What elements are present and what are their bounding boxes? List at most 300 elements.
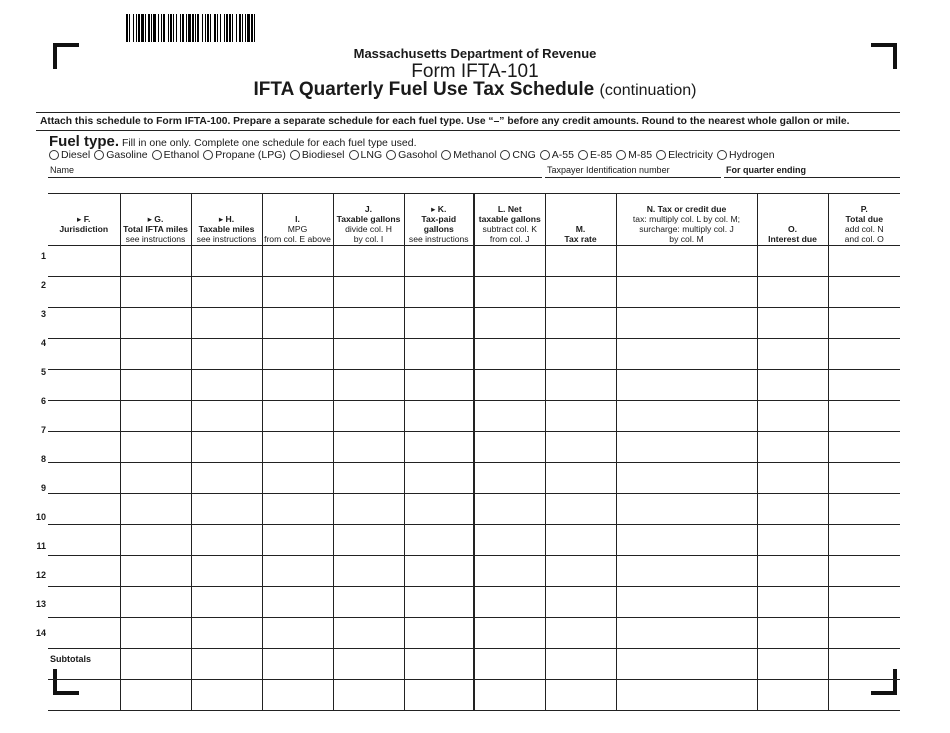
table-cell-input[interactable] xyxy=(262,556,333,587)
radio-button[interactable] xyxy=(616,150,626,160)
radio-button[interactable] xyxy=(94,150,104,160)
row-number: 14 xyxy=(35,628,46,638)
table-cell-input[interactable] xyxy=(828,463,900,494)
table-cell-input[interactable] xyxy=(333,494,404,525)
column-header-line: subtract col. K xyxy=(482,224,537,234)
column-header-line: Taxable gallons xyxy=(336,214,401,224)
table-header-row xyxy=(48,194,900,246)
table-cell-input[interactable] xyxy=(757,556,828,587)
row-number: 4 xyxy=(40,338,46,348)
row-number: 8 xyxy=(40,454,46,464)
table-cell-input[interactable] xyxy=(545,370,616,401)
column-header-line: tax: multiply col. L by col. M; xyxy=(632,214,741,224)
table-cell-input[interactable] xyxy=(404,432,474,463)
radio-button[interactable] xyxy=(578,150,588,160)
fuel-option-label: LNG xyxy=(360,149,383,161)
subtotal-cell-input[interactable] xyxy=(545,680,616,711)
table-cell-input[interactable] xyxy=(757,525,828,556)
table-cell-input[interactable] xyxy=(404,370,474,401)
table-cell-input[interactable] xyxy=(828,525,900,556)
fuel-option-ethanol[interactable] xyxy=(152,149,200,161)
column-header-line: divide col. H xyxy=(345,224,392,234)
column-header-line: Tax rate xyxy=(564,234,597,244)
radio-button[interactable] xyxy=(500,150,510,160)
fuel-option-gasoline[interactable] xyxy=(94,149,147,161)
column-header-line: P. xyxy=(860,204,868,214)
column-header-line: by col. M xyxy=(669,234,704,244)
table-cell-input[interactable] xyxy=(262,308,333,339)
table-cell-input[interactable] xyxy=(48,525,120,556)
table-row xyxy=(48,277,900,308)
table-cell-input[interactable] xyxy=(828,432,900,463)
table-cell-input[interactable] xyxy=(333,525,404,556)
row-number: 9 xyxy=(40,483,46,493)
table-cell-input[interactable] xyxy=(191,463,262,494)
radio-button[interactable] xyxy=(540,150,550,160)
tin-label: Taxpayer Identification number xyxy=(547,165,670,175)
column-header-line: Total IFTA miles xyxy=(123,224,188,234)
row-number: 6 xyxy=(40,396,46,406)
table-cell-input[interactable] xyxy=(120,494,191,525)
table-cell-input[interactable] xyxy=(48,494,120,525)
fuel-option-label: Gasohol xyxy=(398,149,438,161)
table-cell-input[interactable] xyxy=(828,308,900,339)
table-cell-input[interactable] xyxy=(120,649,191,680)
table-cell-input[interactable] xyxy=(474,277,545,308)
row-number: 3 xyxy=(40,309,46,319)
table-cell-input[interactable] xyxy=(616,556,757,587)
table-cell-input[interactable] xyxy=(757,432,828,463)
column-header-line: ▸ G. xyxy=(147,214,164,224)
radio-button[interactable] xyxy=(717,150,727,160)
table-row xyxy=(48,587,900,618)
table-cell-input[interactable] xyxy=(545,618,616,649)
table-cell-input[interactable] xyxy=(616,649,757,680)
table-cell-input[interactable] xyxy=(404,401,474,432)
fuel-option-label: Methanol xyxy=(453,149,497,161)
table-cell-input[interactable] xyxy=(404,339,474,370)
table-cell-input[interactable] xyxy=(333,370,404,401)
column-header-4 xyxy=(262,194,333,246)
fuel-option-biodiesel[interactable] xyxy=(290,149,345,161)
tin-field[interactable] xyxy=(545,177,721,178)
table-cell-input[interactable] xyxy=(333,339,404,370)
table-cell-input[interactable] xyxy=(474,432,545,463)
fuel-option-e-85[interactable] xyxy=(578,149,612,161)
table-cell-input[interactable] xyxy=(262,339,333,370)
table-cell-input[interactable] xyxy=(262,246,333,277)
table-cell-input[interactable] xyxy=(120,618,191,649)
table-cell-input[interactable] xyxy=(262,618,333,649)
fuel-option-label: Ethanol xyxy=(163,149,200,161)
table-cell-input[interactable] xyxy=(191,525,262,556)
table-cell-input[interactable] xyxy=(757,401,828,432)
fuel-option-electricity[interactable] xyxy=(656,149,713,161)
fuel-type-section xyxy=(49,133,417,150)
table-cell-input[interactable] xyxy=(262,649,333,680)
table-cell-input[interactable] xyxy=(474,246,545,277)
table-cell-input[interactable] xyxy=(120,556,191,587)
table-row xyxy=(48,370,900,401)
column-header-9 xyxy=(616,194,757,246)
quarter-ending-field[interactable] xyxy=(724,177,900,178)
table-cell-input[interactable] xyxy=(120,308,191,339)
radio-button[interactable] xyxy=(656,150,666,160)
column-header-line: from col. E above xyxy=(264,234,331,244)
table-cell-input[interactable] xyxy=(120,432,191,463)
table-cell-input[interactable] xyxy=(545,556,616,587)
column-header-line: from col. J xyxy=(489,234,530,244)
table-cell-input[interactable] xyxy=(48,463,120,494)
table-cell-input[interactable] xyxy=(757,246,828,277)
radio-button[interactable] xyxy=(49,150,59,160)
table-cell-input[interactable] xyxy=(191,432,262,463)
table-cell-input[interactable] xyxy=(48,587,120,618)
table-cell-input[interactable] xyxy=(545,587,616,618)
table-cell-input[interactable] xyxy=(474,401,545,432)
table-cell-input[interactable] xyxy=(120,246,191,277)
column-header-7 xyxy=(474,194,545,246)
fuel-option-cng[interactable] xyxy=(500,149,535,161)
subtotal-cell-input[interactable] xyxy=(404,680,474,711)
header-rule xyxy=(36,112,900,113)
column-header-line: surcharge: multiply col. J xyxy=(639,224,734,234)
column-header-line: ▸ F. xyxy=(77,214,91,224)
table-cell-input[interactable] xyxy=(828,618,900,649)
table-cell-input[interactable] xyxy=(545,277,616,308)
table-cell-input[interactable] xyxy=(616,494,757,525)
column-header-line: ▸ H. xyxy=(218,214,235,224)
table-cell-input[interactable] xyxy=(191,587,262,618)
table-cell-input[interactable] xyxy=(262,432,333,463)
column-header-8 xyxy=(545,194,616,246)
fuel-option-label: A-55 xyxy=(551,149,574,161)
table-cell-input[interactable] xyxy=(262,370,333,401)
subtotal-cell-input[interactable] xyxy=(828,680,900,711)
table-cell-input[interactable] xyxy=(757,618,828,649)
table-cell-input[interactable] xyxy=(333,649,404,680)
table-cell-input[interactable] xyxy=(262,277,333,308)
table-cell-input[interactable] xyxy=(120,463,191,494)
table-cell-input[interactable] xyxy=(474,587,545,618)
row-number: 13 xyxy=(35,599,46,609)
table-cell-input[interactable] xyxy=(191,618,262,649)
radio-button[interactable] xyxy=(386,150,396,160)
table-cell-input[interactable] xyxy=(828,556,900,587)
table-cell-input[interactable] xyxy=(757,277,828,308)
fuel-option-label: Hydrogen xyxy=(729,149,775,161)
table-row xyxy=(48,556,900,587)
table-cell-input[interactable] xyxy=(404,525,474,556)
row-number: 11 xyxy=(36,541,46,551)
fuel-option-hydrogen[interactable] xyxy=(717,149,775,161)
table-row xyxy=(48,401,900,432)
table-cell-input[interactable] xyxy=(404,618,474,649)
table-cell-input[interactable] xyxy=(616,587,757,618)
fuel-option-label: Biodiesel xyxy=(301,149,345,161)
column-header-line: L. Net xyxy=(497,204,522,214)
table-cell-input[interactable] xyxy=(262,587,333,618)
table-cell-input[interactable] xyxy=(474,463,545,494)
subtotal-cell-input[interactable] xyxy=(757,680,828,711)
table-row xyxy=(48,494,900,525)
column-header-line: O. xyxy=(787,224,798,234)
table-cell-input[interactable] xyxy=(828,246,900,277)
table-cell-input[interactable] xyxy=(48,308,120,339)
table-cell-input[interactable] xyxy=(474,308,545,339)
table-cell-input[interactable] xyxy=(616,525,757,556)
table-row xyxy=(48,308,900,339)
column-header-line: Interest due xyxy=(768,234,817,244)
table-cell-input[interactable] xyxy=(545,649,616,680)
column-header-10 xyxy=(757,194,828,246)
table-cell-input[interactable] xyxy=(616,277,757,308)
table-cell-input[interactable] xyxy=(757,339,828,370)
barcode-bar xyxy=(255,14,257,42)
table-cell-input[interactable] xyxy=(333,432,404,463)
table-cell-input[interactable] xyxy=(333,277,404,308)
subtotal-cell-input xyxy=(48,680,120,711)
table-cell-input[interactable] xyxy=(191,339,262,370)
table-cell-input[interactable] xyxy=(191,277,262,308)
subtotal-cell-input[interactable] xyxy=(474,680,545,711)
table-cell-input[interactable] xyxy=(262,401,333,432)
table-cell-input[interactable] xyxy=(191,401,262,432)
table-cell-input[interactable] xyxy=(404,277,474,308)
table-cell-input[interactable] xyxy=(333,308,404,339)
subtotal-cell-input[interactable] xyxy=(120,680,191,711)
table-cell-input[interactable] xyxy=(48,277,120,308)
fuel-option-label: Gasoline xyxy=(106,149,148,161)
column-header-line: see instructions xyxy=(125,234,186,244)
table-cell-input[interactable] xyxy=(828,339,900,370)
table-cell-input[interactable] xyxy=(120,370,191,401)
row-number: 5 xyxy=(40,367,46,377)
table-cell-input[interactable] xyxy=(545,463,616,494)
table-row xyxy=(48,525,900,556)
table-cell-input[interactable] xyxy=(404,494,474,525)
table-row xyxy=(48,649,900,680)
row-number: 2 xyxy=(40,280,46,290)
fuel-option-gasohol[interactable] xyxy=(386,149,437,161)
table-cell-input[interactable] xyxy=(262,494,333,525)
table-cell-input[interactable] xyxy=(828,370,900,401)
table-cell-input[interactable] xyxy=(828,494,900,525)
form-title-suffix: (continuation) xyxy=(599,82,697,99)
table-cell-input[interactable] xyxy=(757,463,828,494)
table-cell-input[interactable] xyxy=(404,463,474,494)
table-cell-input[interactable] xyxy=(474,525,545,556)
table-cell-input[interactable] xyxy=(191,556,262,587)
subtotal-cell-input[interactable] xyxy=(333,680,404,711)
fuel-type-note: Fill in one only. Complete one schedule for each fuel type used. xyxy=(121,137,417,149)
fuel-option-lng[interactable] xyxy=(349,149,383,161)
table-cell-input[interactable] xyxy=(616,463,757,494)
table-cell-input[interactable] xyxy=(404,308,474,339)
column-header-line: Taxable miles xyxy=(198,224,255,234)
column-header-line: Total due xyxy=(845,214,884,224)
column-header-1 xyxy=(48,194,120,246)
table-row xyxy=(48,339,900,370)
column-header-line: I. xyxy=(295,214,300,224)
fuel-type-options xyxy=(49,149,779,161)
radio-button[interactable] xyxy=(152,150,162,160)
barcode xyxy=(126,14,363,42)
table-row xyxy=(48,246,900,277)
table-cell-input[interactable] xyxy=(757,649,828,680)
column-header-line: ▸ K. xyxy=(431,204,447,214)
table-cell-input[interactable] xyxy=(545,246,616,277)
table-cell-input[interactable] xyxy=(404,556,474,587)
column-header-line: by col. I xyxy=(353,234,384,244)
fuel-option-methanol[interactable] xyxy=(441,149,496,161)
table-cell-input[interactable] xyxy=(191,308,262,339)
table-cell-input[interactable] xyxy=(828,649,900,680)
table-cell-input[interactable] xyxy=(545,525,616,556)
subtotals-row xyxy=(48,680,900,711)
table-cell-input[interactable] xyxy=(404,587,474,618)
column-header-5 xyxy=(333,194,404,246)
table-cell-input[interactable] xyxy=(191,649,262,680)
column-header-line: Tax-paid gallons xyxy=(421,214,457,234)
table-cell-input[interactable] xyxy=(616,432,757,463)
fuel-option-a-55[interactable] xyxy=(540,149,574,161)
column-header-line: M. xyxy=(575,224,586,234)
table-cell-input[interactable] xyxy=(333,556,404,587)
fuel-type-label: Fuel type. xyxy=(49,133,120,150)
row-number: 1 xyxy=(40,251,46,261)
column-header-6 xyxy=(404,194,474,246)
table-cell-input[interactable] xyxy=(545,339,616,370)
table-cell-input[interactable] xyxy=(616,339,757,370)
table-cell-input[interactable] xyxy=(48,432,120,463)
form-title-text: IFTA Quarterly Fuel Use Tax Schedule xyxy=(253,79,595,100)
table-cell-input[interactable] xyxy=(757,370,828,401)
column-header-11 xyxy=(828,194,900,246)
table-cell-input[interactable] xyxy=(333,618,404,649)
table-row xyxy=(48,618,900,649)
instructions-text: Attach this schedule to Form IFTA-100. Prepare a separate schedule for each fuel type. Use “–” before any credit amounts. Round to the nearest whole gallon or mile. xyxy=(40,116,850,127)
table-cell-input[interactable] xyxy=(191,370,262,401)
radio-button[interactable] xyxy=(349,150,359,160)
column-header-line: see instructions xyxy=(408,234,469,244)
table-row xyxy=(48,463,900,494)
subtotal-cell-input[interactable] xyxy=(262,680,333,711)
column-header-line: add col. N xyxy=(844,224,884,234)
fuel-option-label: CNG xyxy=(512,149,536,161)
table-cell-input[interactable] xyxy=(616,401,757,432)
table-cell-input[interactable] xyxy=(616,308,757,339)
table-cell-input[interactable] xyxy=(474,618,545,649)
table-cell-input[interactable] xyxy=(120,339,191,370)
table-cell-input[interactable] xyxy=(474,556,545,587)
table-cell-input[interactable] xyxy=(262,525,333,556)
column-header-line: N. Tax or credit due xyxy=(646,204,727,214)
schedule-table xyxy=(48,193,900,711)
table-cell-input[interactable] xyxy=(120,587,191,618)
form-number: Form IFTA-101 xyxy=(411,61,539,82)
fuel-option-label: Electricity xyxy=(668,149,714,161)
table-cell-input[interactable] xyxy=(828,277,900,308)
table-cell-input[interactable] xyxy=(616,246,757,277)
fuel-option-label: M-85 xyxy=(628,149,653,161)
table-cell-input[interactable] xyxy=(545,494,616,525)
row-number: 7 xyxy=(40,425,46,435)
form-title xyxy=(0,79,950,101)
table-row xyxy=(48,432,900,463)
fuel-option-label: E-85 xyxy=(589,149,613,161)
table-cell-input[interactable] xyxy=(191,494,262,525)
fuel-option-m-85[interactable] xyxy=(616,149,652,161)
table-cell-input[interactable] xyxy=(757,494,828,525)
table-cell-input[interactable] xyxy=(828,587,900,618)
table-cell-input[interactable] xyxy=(48,339,120,370)
column-header-line: J. xyxy=(364,204,373,214)
subtotals-label: Subtotals xyxy=(50,654,92,664)
table-cell-input[interactable] xyxy=(333,401,404,432)
radio-button[interactable] xyxy=(441,150,451,160)
subtotal-cell-input[interactable] xyxy=(191,680,262,711)
row-number: 10 xyxy=(35,512,46,522)
table-cell-input[interactable] xyxy=(474,339,545,370)
table-cell-input[interactable] xyxy=(474,370,545,401)
table-cell-input[interactable] xyxy=(333,463,404,494)
table-cell-input[interactable] xyxy=(262,463,333,494)
fuel-option-diesel[interactable] xyxy=(49,149,90,161)
radio-button[interactable] xyxy=(203,150,213,160)
column-header-line: taxable gallons xyxy=(478,214,541,224)
table-cell-input[interactable] xyxy=(48,370,120,401)
column-header-line: see instructions xyxy=(196,234,257,244)
table-cell-input[interactable] xyxy=(120,277,191,308)
row-number: 12 xyxy=(35,570,46,580)
radio-button[interactable] xyxy=(290,150,300,160)
table-cell-input[interactable] xyxy=(404,246,474,277)
table-cell-input[interactable] xyxy=(48,401,120,432)
column-header-line: Jurisdiction xyxy=(59,224,109,234)
table-cell-input[interactable] xyxy=(48,556,120,587)
name-field[interactable] xyxy=(48,177,542,178)
table-cell-input[interactable] xyxy=(191,246,262,277)
table-cell-input[interactable] xyxy=(474,649,545,680)
table-cell-input[interactable] xyxy=(616,370,757,401)
table-cell-input[interactable] xyxy=(474,494,545,525)
subtotal-cell-input[interactable] xyxy=(616,680,757,711)
table-cell-input[interactable] xyxy=(545,401,616,432)
table-cell-input[interactable] xyxy=(333,587,404,618)
fuel-option-label: Diesel xyxy=(61,149,91,161)
table-cell-input[interactable] xyxy=(48,246,120,277)
column-header-line: MPG xyxy=(287,224,308,234)
table-cell-input[interactable] xyxy=(120,401,191,432)
table-cell-input[interactable] xyxy=(757,308,828,339)
name-label: Name xyxy=(50,165,75,175)
table-cell-input[interactable] xyxy=(48,618,120,649)
table-cell-input[interactable] xyxy=(828,401,900,432)
fuel-option-propane-lpg[interactable] xyxy=(203,149,286,161)
table-cell-input[interactable] xyxy=(545,432,616,463)
table-cell-input[interactable] xyxy=(545,308,616,339)
department-name: Massachusetts Department of Revenue xyxy=(353,46,597,61)
instructions-rule xyxy=(36,130,900,131)
column-header-2 xyxy=(120,194,191,246)
table-cell-input[interactable] xyxy=(757,587,828,618)
table-cell-input[interactable] xyxy=(120,525,191,556)
table-cell-input[interactable] xyxy=(616,618,757,649)
fuel-option-label: Propane (LPG) xyxy=(215,149,286,161)
table-cell-input[interactable] xyxy=(333,246,404,277)
table-cell-input[interactable] xyxy=(404,649,474,680)
